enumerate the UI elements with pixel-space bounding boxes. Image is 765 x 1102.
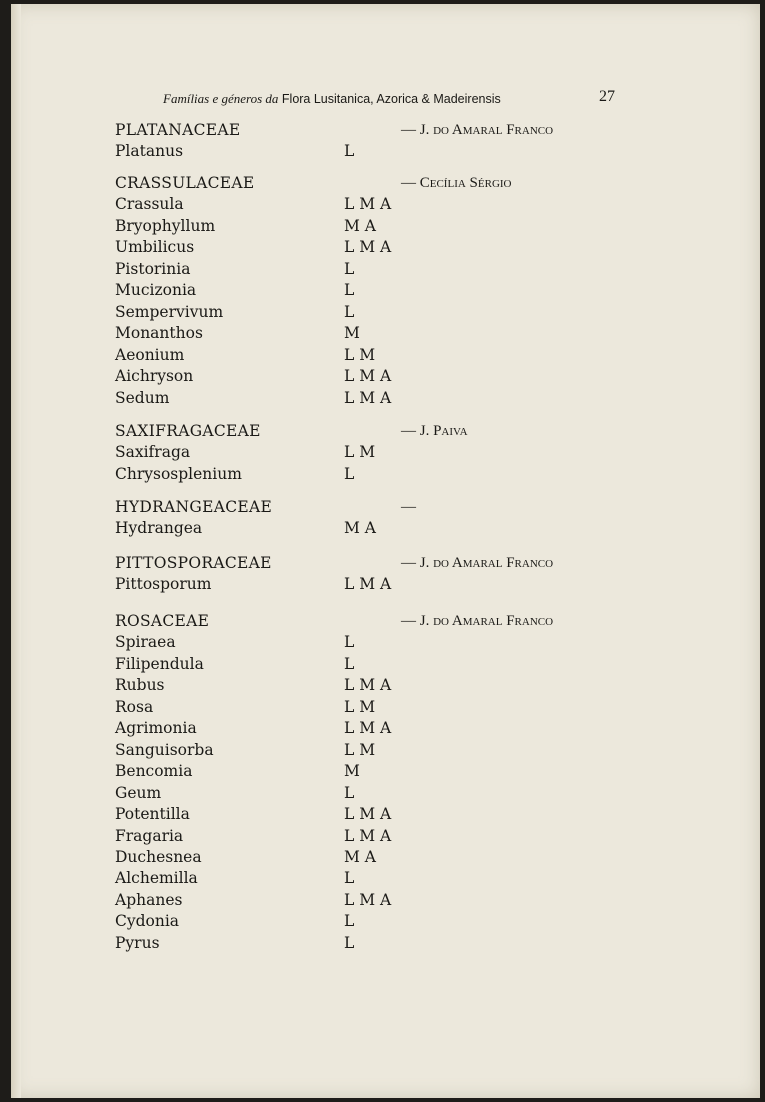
family-name: HYDRANGEACEAE <box>115 498 273 516</box>
running-title-italic: Famílias e géneros da <box>163 91 279 106</box>
family-heading <box>11 610 760 632</box>
genus-row <box>11 344 760 366</box>
genus-row <box>11 653 760 675</box>
genus-row <box>11 696 760 718</box>
genus-distribution: L <box>344 783 355 802</box>
genus-row <box>11 846 760 868</box>
genus-distribution: L M A <box>344 719 392 738</box>
genus-distribution: L <box>344 302 355 321</box>
genus-name: Pittosporum <box>115 575 212 594</box>
family-author: — Cecília Sérgio <box>401 175 512 191</box>
genus-name: Saxifraga <box>115 443 191 462</box>
genus-row <box>11 365 760 387</box>
genus-name: Monanthos <box>115 324 203 343</box>
family-name: ROSACEAE <box>115 612 210 630</box>
genus-row <box>11 739 760 761</box>
genus-distribution: M <box>344 324 360 343</box>
genus-distribution: L M A <box>344 890 392 909</box>
genus-row <box>11 215 760 237</box>
genus-distribution: L M A <box>344 238 392 257</box>
genus-name: Mucizonia <box>115 281 197 300</box>
genus-row <box>11 889 760 911</box>
family-heading <box>11 172 760 194</box>
genus-distribution: L <box>344 912 355 931</box>
family-name: PITTOSPORACEAE <box>115 554 272 572</box>
genus-distribution: L M A <box>344 805 392 824</box>
genus-row <box>11 932 760 954</box>
genus-name: Aichryson <box>115 367 194 386</box>
running-title <box>163 91 501 107</box>
genus-row <box>11 258 760 280</box>
genus-row <box>11 193 760 215</box>
genus-row <box>11 463 760 485</box>
family-author: — J. Paiva <box>401 423 468 439</box>
genus-row <box>11 910 760 932</box>
genus-row <box>11 387 760 409</box>
page-number: 27 <box>599 88 615 105</box>
genus-row <box>11 301 760 323</box>
genus-row <box>11 825 760 847</box>
genus-distribution: L M A <box>344 676 392 695</box>
genus-row <box>11 441 760 463</box>
genus-name: Aeonium <box>115 345 185 364</box>
genus-name: Rosa <box>115 697 154 716</box>
genus-name: Crassula <box>115 195 184 214</box>
genus-name: Agrimonia <box>115 719 197 738</box>
genus-name: Umbilicus <box>115 238 195 257</box>
genus-distribution: L <box>344 654 355 673</box>
genus-distribution: L <box>344 142 355 161</box>
genus-distribution: L M A <box>344 388 392 407</box>
genus-row <box>11 717 760 739</box>
running-title-text: Flora Lusitanica, Azorica & Madeirensis <box>281 92 501 106</box>
genus-row <box>11 140 760 162</box>
family-author: — J. do Amaral Franco <box>401 555 554 571</box>
genus-distribution: L M A <box>344 826 392 845</box>
genus-row <box>11 782 760 804</box>
genus-row <box>11 517 760 539</box>
running-header <box>163 88 615 108</box>
family-name: SAXIFRAGACEAE <box>115 422 261 440</box>
book-page <box>11 4 760 1098</box>
genus-row <box>11 236 760 258</box>
genus-distribution: L M A <box>344 367 392 386</box>
genus-distribution: L <box>344 633 355 652</box>
genus-row <box>11 674 760 696</box>
genus-distribution: L <box>344 464 355 483</box>
genus-name: Pistorinia <box>115 259 191 278</box>
genus-name: Sempervivum <box>115 302 224 321</box>
genus-name: Bencomia <box>115 762 193 781</box>
genus-distribution: L <box>344 933 355 952</box>
genus-name: Bryophyllum <box>115 216 216 235</box>
genus-name: Sanguisorba <box>115 740 214 759</box>
genus-distribution: L M <box>344 740 376 759</box>
genus-distribution: L M <box>344 443 376 462</box>
genus-distribution: M A <box>344 216 376 235</box>
genus-distribution: L <box>344 259 355 278</box>
family-name: CRASSULACEAE <box>115 174 255 192</box>
genus-distribution: L <box>344 869 355 888</box>
genus-name: Filipendula <box>115 654 204 673</box>
genus-row <box>11 573 760 595</box>
family-heading <box>11 420 760 442</box>
genus-name: Duchesnea <box>115 847 202 866</box>
family-heading <box>11 119 760 141</box>
genus-distribution: M A <box>344 519 376 538</box>
genus-row <box>11 279 760 301</box>
family-author: — J. do Amaral Franco <box>401 613 554 629</box>
genus-row <box>11 867 760 889</box>
genus-distribution: L <box>344 281 355 300</box>
genus-row <box>11 803 760 825</box>
family-name: PLATANACEAE <box>115 121 241 139</box>
genus-distribution: L M <box>344 345 376 364</box>
genus-name: Aphanes <box>115 890 183 909</box>
genus-name: Alchemilla <box>115 869 198 888</box>
family-author: — J. do Amaral Franco <box>401 122 554 138</box>
genus-distribution: L M A <box>344 575 392 594</box>
genus-name: Platanus <box>115 142 184 161</box>
genus-name: Chrysosplenium <box>115 464 242 483</box>
family-heading <box>11 496 760 518</box>
genus-name: Cydonia <box>115 912 180 931</box>
genus-name: Hydrangea <box>115 519 203 538</box>
genus-name: Fragaria <box>115 826 184 845</box>
genus-distribution: L M A <box>344 195 392 214</box>
genus-distribution: L M <box>344 697 376 716</box>
genus-name: Sedum <box>115 388 170 407</box>
genus-row <box>11 631 760 653</box>
genus-name: Rubus <box>115 676 165 695</box>
family-heading <box>11 552 760 574</box>
genus-distribution: M A <box>344 847 376 866</box>
genus-distribution: M <box>344 762 360 781</box>
genus-name: Spiraea <box>115 633 176 652</box>
genus-row <box>11 760 760 782</box>
genus-name: Potentilla <box>115 805 190 824</box>
genus-name: Pyrus <box>115 933 160 952</box>
genus-name: Geum <box>115 783 162 802</box>
genus-row <box>11 322 760 344</box>
family-author: — <box>401 499 416 515</box>
